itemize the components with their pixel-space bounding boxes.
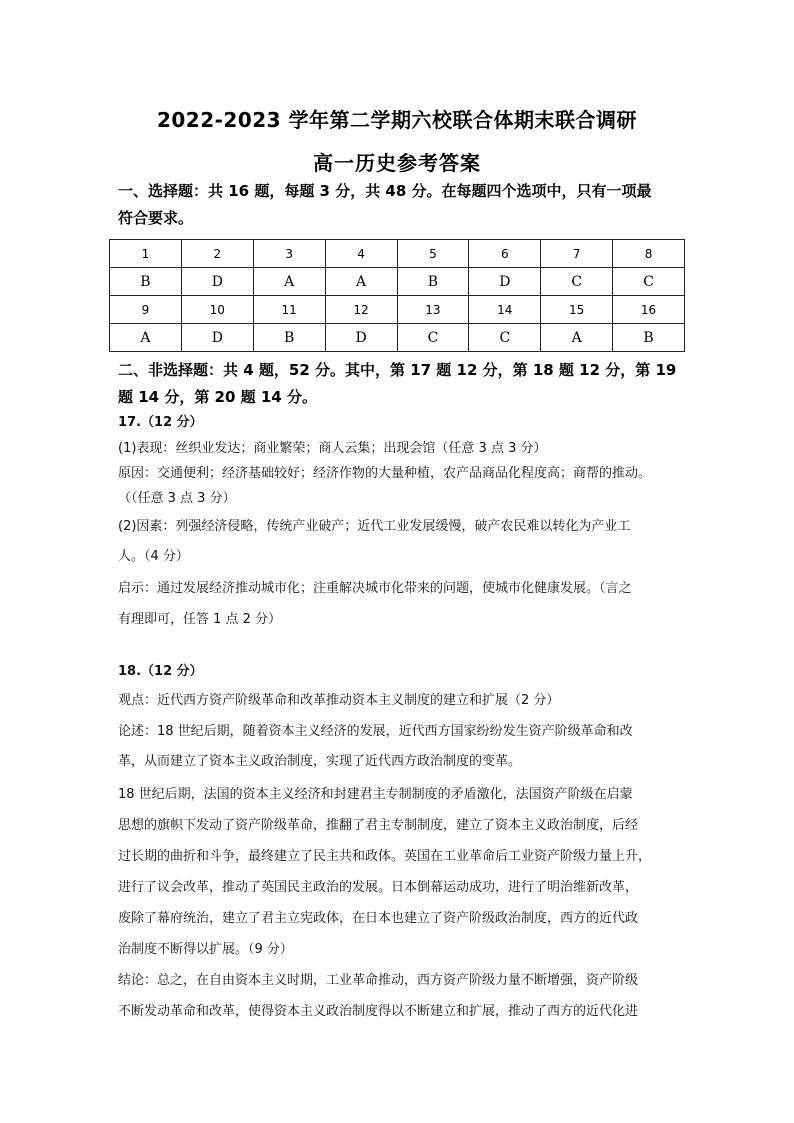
answer-letter: C bbox=[541, 268, 613, 296]
answer-letter: D bbox=[469, 268, 541, 296]
q17-line: 启示：通过发展经济推动城市化；注重解决城市化带来的问题，使城市化健康发展。（言之 bbox=[118, 581, 632, 596]
section1-heading bbox=[118, 178, 688, 232]
question-number: 5 bbox=[397, 240, 469, 268]
question-number: 2 bbox=[181, 240, 253, 268]
question-number: 4 bbox=[325, 240, 397, 268]
answer-letter: D bbox=[181, 324, 253, 352]
answer-letter: B bbox=[253, 324, 325, 352]
document-title: 2022-2023 学年第二学期六校联合体期末联合调研 bbox=[156, 108, 638, 132]
q18-line: 18 世纪后期，法国的资本主义经济和封建君主专制制度的矛盾激化，法国资产阶级在启蒙 bbox=[118, 787, 633, 802]
q18-line: 废除了幕府统治，建立了君主立宪政体，在日本也建立了资产阶级政治制度，西方的近代政 bbox=[118, 911, 639, 926]
question-number: 12 bbox=[325, 296, 397, 324]
answer-letter: D bbox=[181, 268, 253, 296]
answer-letter: B bbox=[397, 268, 469, 296]
question-number: 11 bbox=[253, 296, 325, 324]
section1-heading-line2: 符合要求。 bbox=[118, 209, 194, 227]
question-number: 16 bbox=[613, 296, 685, 324]
q17-heading: 17.（12 分） bbox=[118, 415, 203, 430]
answer-letter: A bbox=[325, 268, 397, 296]
answer-letter: C bbox=[469, 324, 541, 352]
question-number: 14 bbox=[469, 296, 541, 324]
answer-table bbox=[109, 239, 685, 352]
section2-heading bbox=[118, 357, 688, 411]
answer-table-number-row bbox=[110, 296, 685, 324]
q18-line: 进行了议会改革，推动了英国民主政治的发展。日本倒幕运动成功，进行了明治维新改革， bbox=[118, 880, 639, 895]
q17-line: （（任意 3 点 3 分） bbox=[118, 491, 236, 506]
q18-line: 治制度不断得以扩展。（9 分） bbox=[118, 942, 293, 957]
q18-line: 过长期的曲折和斗争，最终建立了民主共和政体。英国在工业革命后工业资产阶级力量上升， bbox=[118, 849, 652, 864]
answer-letter: B bbox=[613, 324, 685, 352]
question-number: 10 bbox=[181, 296, 253, 324]
q17-line: (1)表现：丝织业发达；商业繁荣；商人云集；出现会馆（任意 3 点 3 分） bbox=[118, 441, 547, 456]
q18-line: 论述：18 世纪后期，随着资本主义经济的发展，近代西方国家纷纷发生资产阶级革命和改 bbox=[118, 724, 633, 739]
answer-letter: C bbox=[397, 324, 469, 352]
answer-letter: C bbox=[613, 268, 685, 296]
q17-line: 原因：交通便利；经济基础较好；经济作物的大量种植，农产品商品化程度高；商帮的推动。 bbox=[118, 466, 652, 481]
question-number: 3 bbox=[253, 240, 325, 268]
q18-line: 结论：总之，在自由资本主义时期，工业革命推动，西方资产阶级力量不断增强，资产阶级 bbox=[118, 973, 639, 988]
question-number: 6 bbox=[469, 240, 541, 268]
section1-heading-line1: 一、选择题：共 16 题，每题 3 分，共 48 分。在每题四个选项中，只有一项最 bbox=[118, 182, 652, 200]
answer-table-answer-row bbox=[110, 324, 685, 352]
question-number: 9 bbox=[110, 296, 182, 324]
answer-letter: A bbox=[110, 324, 182, 352]
section2-heading-line2: 题 14 分，第 20 题 14 分。 bbox=[118, 388, 317, 406]
q18-line: 观点：近代西方资产阶级革命和改革推动资本主义制度的建立和扩展（2 分） bbox=[118, 693, 560, 708]
q18-heading: 18.（12 分） bbox=[118, 664, 203, 679]
answer-letter: A bbox=[541, 324, 613, 352]
question-number: 7 bbox=[541, 240, 613, 268]
q18-line: 不断发动革命和改革，使得资本主义政治制度得以不断建立和扩展，推动了西方的近代化进 bbox=[118, 1004, 639, 1019]
q17-line: 人。（4 分） bbox=[118, 549, 189, 564]
question-number: 13 bbox=[397, 296, 469, 324]
q17-line: 有理即可，任答 1 点 2 分） bbox=[118, 612, 282, 627]
q18-line: 革，从而建立了资本主义政治制度，实现了近代西方政治制度的变革。 bbox=[118, 754, 522, 769]
answer-letter: B bbox=[110, 268, 182, 296]
answer-table-number-row bbox=[110, 240, 685, 268]
section2-heading-line1: 二、非选择题：共 4 题，52 分。其中，第 17 题 12 分，第 18 题 12 分，第 19 bbox=[118, 361, 677, 379]
q17-line: (2)因素：列强经济侵略，传统产业破产；近代工业发展缓慢，破产农民难以转化为产业工 bbox=[118, 519, 631, 534]
answer-table-answer-row bbox=[110, 268, 685, 296]
question-number: 8 bbox=[613, 240, 685, 268]
question-number: 1 bbox=[110, 240, 182, 268]
question-number: 15 bbox=[541, 296, 613, 324]
answer-letter: D bbox=[325, 324, 397, 352]
document-subtitle: 高一历史参考答案 bbox=[313, 151, 481, 175]
q18-line: 思想的旗帜下发动了资产阶级革命，推翻了君主专制制度，建立了资本主义政治制度，后经 bbox=[118, 818, 639, 833]
answer-letter: A bbox=[253, 268, 325, 296]
